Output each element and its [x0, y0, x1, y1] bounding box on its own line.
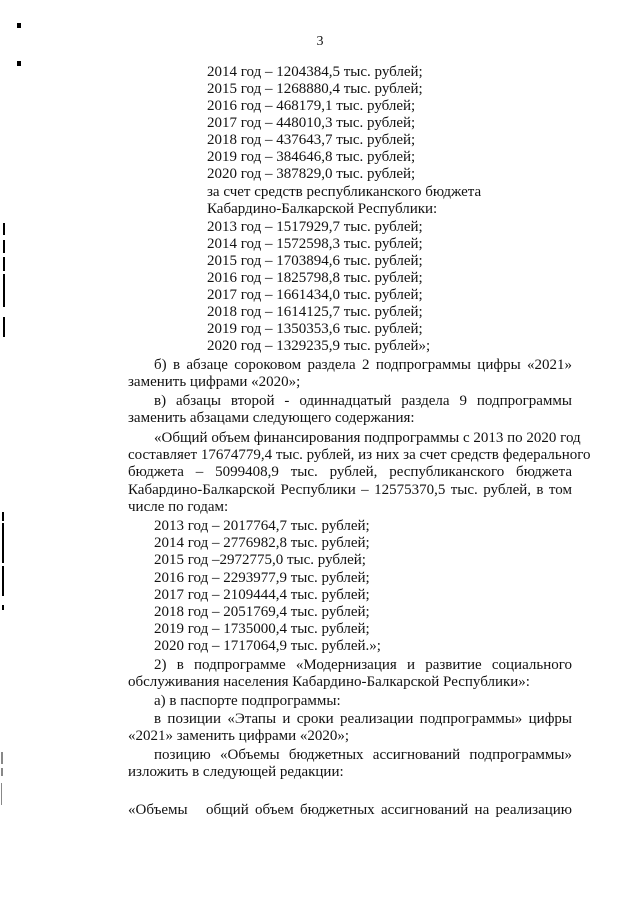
paragraph-2: 2) в подпрограмме «Модернизация и развитие социального — [154, 657, 572, 673]
federal-year-line: 2014 год – 1204384,5 тыс. рублей; — [207, 64, 423, 80]
paragraph-total: бюджета – 5099408,9 тыс. рублей, республиканского бюджета — [128, 464, 572, 480]
total-year-line: 2018 год – 2051769,4 тыс. рублей; — [154, 604, 370, 620]
paragraph-v: заменить абзацами следующего содержания: — [128, 410, 415, 426]
federal-year-line: 2015 год – 1268880,4 тыс. рублей; — [207, 81, 423, 97]
page-number: 3 — [316, 34, 324, 49]
table-cell-left: «Объемы — [128, 802, 188, 818]
scan-artifact — [2, 523, 4, 563]
paragraph-b: заменить цифрами «2020»; — [128, 374, 301, 390]
paragraph-total: Кабардино-Балкарской Республики – 12575370,5 тыс. рублей, в том — [128, 482, 572, 498]
paragraph-total: числе по годам: — [128, 499, 229, 515]
total-year-line: 2014 год – 2776982,8 тыс. рублей; — [154, 535, 370, 551]
scan-artifact — [1, 783, 2, 805]
federal-year-line: 2017 год – 448010,3 тыс. рублей; — [207, 115, 416, 131]
paragraph-b: б) в абзаце сороковом раздела 2 подпрограммы цифры «2021» — [154, 357, 572, 373]
scan-artifact — [2, 512, 4, 521]
federal-year-line: 2016 год – 468179,1 тыс. рублей; — [207, 98, 416, 114]
paragraph-stages: «2021» заменить цифрами «2020»; — [128, 728, 350, 744]
scan-artifact — [2, 605, 4, 610]
republic-heading: Кабардино-Балкарской Республики: — [207, 201, 438, 217]
republic-year-line: 2015 год – 1703894,6 тыс. рублей; — [207, 253, 423, 269]
federal-year-line: 2019 год – 384646,8 тыс. рублей; — [207, 149, 416, 165]
paragraph-volumes: изложить в следующей редакции: — [128, 764, 344, 780]
republic-year-line: 2014 год – 1572598,3 тыс. рублей; — [207, 236, 423, 252]
total-year-line: 2016 год – 2293977,9 тыс. рублей; — [154, 570, 370, 586]
paragraph-2: обслуживания населения Кабардино-Балкарской Республики»: — [128, 674, 530, 690]
scan-artifact — [1, 768, 3, 776]
republic-heading: за счет средств республиканского бюджета — [207, 184, 482, 200]
republic-year-line: 2017 год – 1661434,0 тыс. рублей; — [207, 287, 423, 303]
total-year-line: 2017 год – 2109444,4 тыс. рублей; — [154, 587, 370, 603]
total-year-line: 2013 год – 2017764,7 тыс. рублей; — [154, 518, 370, 534]
scan-artifact — [3, 223, 5, 235]
republic-year-line: 2016 год – 1825798,8 тыс. рублей; — [207, 270, 423, 286]
republic-year-line: 2013 год – 1517929,7 тыс. рублей; — [207, 219, 423, 235]
scan-artifact — [17, 61, 21, 66]
scan-artifact — [3, 317, 5, 337]
republic-year-line: 2019 год – 1350353,6 тыс. рублей; — [207, 321, 423, 337]
federal-year-line: 2018 год – 437643,7 тыс. рублей; — [207, 132, 416, 148]
total-year-line: 2015 год –2972775,0 тыс. рублей; — [154, 552, 366, 568]
total-year-line: 2020 год – 1717064,9 тыс. рублей.»; — [154, 638, 381, 654]
scan-artifact — [2, 566, 4, 596]
republic-year-line: 2020 год – 1329235,9 тыс. рублей»; — [207, 338, 431, 354]
scan-artifact — [3, 274, 5, 307]
scan-artifact — [1, 752, 3, 764]
scan-artifact — [3, 257, 5, 271]
total-year-line: 2019 год – 1735000,4 тыс. рублей; — [154, 621, 370, 637]
paragraph-v: в) абзацы второй - одиннадцатый раздела 9 подпрограммы — [154, 393, 572, 409]
scan-artifact — [3, 240, 5, 253]
scan-artifact — [17, 23, 21, 28]
republic-year-line: 2018 год – 1614125,7 тыс. рублей; — [207, 304, 423, 320]
paragraph-stages: в позиции «Этапы и сроки реализации подпрограммы» цифры — [154, 711, 572, 727]
paragraph-a: а) в паспорте подпрограммы: — [154, 693, 341, 709]
paragraph-total: составляет 17674779,4 тыс. рублей, из них за счет средств федерального — [128, 447, 591, 463]
table-cell-right: общий объем бюджетных ассигнований на реализацию — [206, 802, 572, 818]
paragraph-total: «Общий объем финансирования подпрограммы с 2013 по 2020 год — [154, 430, 581, 446]
paragraph-volumes: позицию «Объемы бюджетных ассигнований подпрограммы» — [154, 747, 572, 763]
federal-year-line: 2020 год – 387829,0 тыс. рублей; — [207, 166, 416, 182]
